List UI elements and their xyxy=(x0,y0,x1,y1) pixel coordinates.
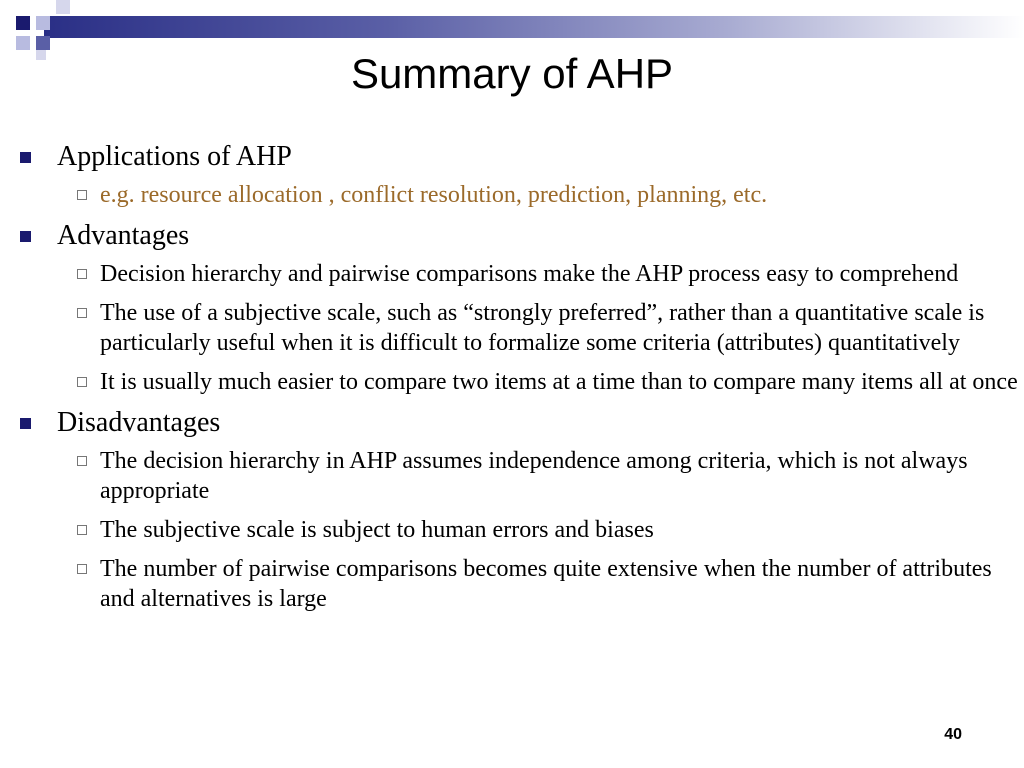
sub-bullet xyxy=(20,515,1020,545)
hollow-square-bullet-icon xyxy=(77,190,87,200)
decor-square-light xyxy=(36,16,50,30)
square-bullet-icon xyxy=(20,152,31,163)
sub-bullet-text: The decision hierarchy in AHP assumes independence among criteria, which is not always appropriate xyxy=(100,448,968,504)
sub-bullet xyxy=(20,259,1020,289)
bullet-applications xyxy=(20,140,1020,174)
header-gradient-bar xyxy=(44,16,1024,38)
square-bullet-icon xyxy=(20,418,31,429)
hollow-square-bullet-icon xyxy=(77,377,87,387)
sub-bullet-text: The use of a subjective scale, such as “strongly preferred”, rather than a quantitative scale is particularly useful when it is difficult to formalize some criteria (attributes) quantitatively xyxy=(100,300,985,356)
section-heading: Applications of AHP xyxy=(57,141,292,172)
slide-content xyxy=(20,140,1020,623)
bullet-advantages xyxy=(20,219,1020,253)
sub-bullet xyxy=(20,367,1020,397)
hollow-square-bullet-icon xyxy=(77,269,87,279)
section-heading: Advantages xyxy=(57,220,190,251)
sub-bullet xyxy=(20,446,1020,506)
slide-title: Summary of AHP xyxy=(350,50,674,97)
hollow-square-bullet-icon xyxy=(77,308,87,318)
decor-square-light xyxy=(56,0,70,14)
decor-square-dark xyxy=(16,16,30,30)
sub-bullet xyxy=(20,180,1020,210)
sub-bullet xyxy=(20,298,1020,358)
sub-bullet-text: The subjective scale is subject to human errors and biases xyxy=(100,517,654,543)
square-bullet-icon xyxy=(20,231,31,242)
sub-bullet-text: Decision hierarchy and pairwise comparisons make the AHP process easy to comprehend xyxy=(100,261,959,287)
sub-bullet xyxy=(20,554,1020,614)
hollow-square-bullet-icon xyxy=(77,525,87,535)
bullet-disadvantages xyxy=(20,406,1020,440)
sub-bullet-text: e.g. resource allocation , conflict resolution, prediction, planning, etc. xyxy=(100,182,768,208)
hollow-square-bullet-icon xyxy=(77,456,87,466)
page-number: 40 xyxy=(944,726,962,743)
section-heading: Disadvantages xyxy=(57,407,221,438)
sub-bullet-text: It is usually much easier to compare two items at a time than to compare many items all at once xyxy=(100,369,1018,395)
sub-bullet-text: The number of pairwise comparisons becomes quite extensive when the number of attributes and alternatives is large xyxy=(100,556,992,612)
hollow-square-bullet-icon xyxy=(77,564,87,574)
